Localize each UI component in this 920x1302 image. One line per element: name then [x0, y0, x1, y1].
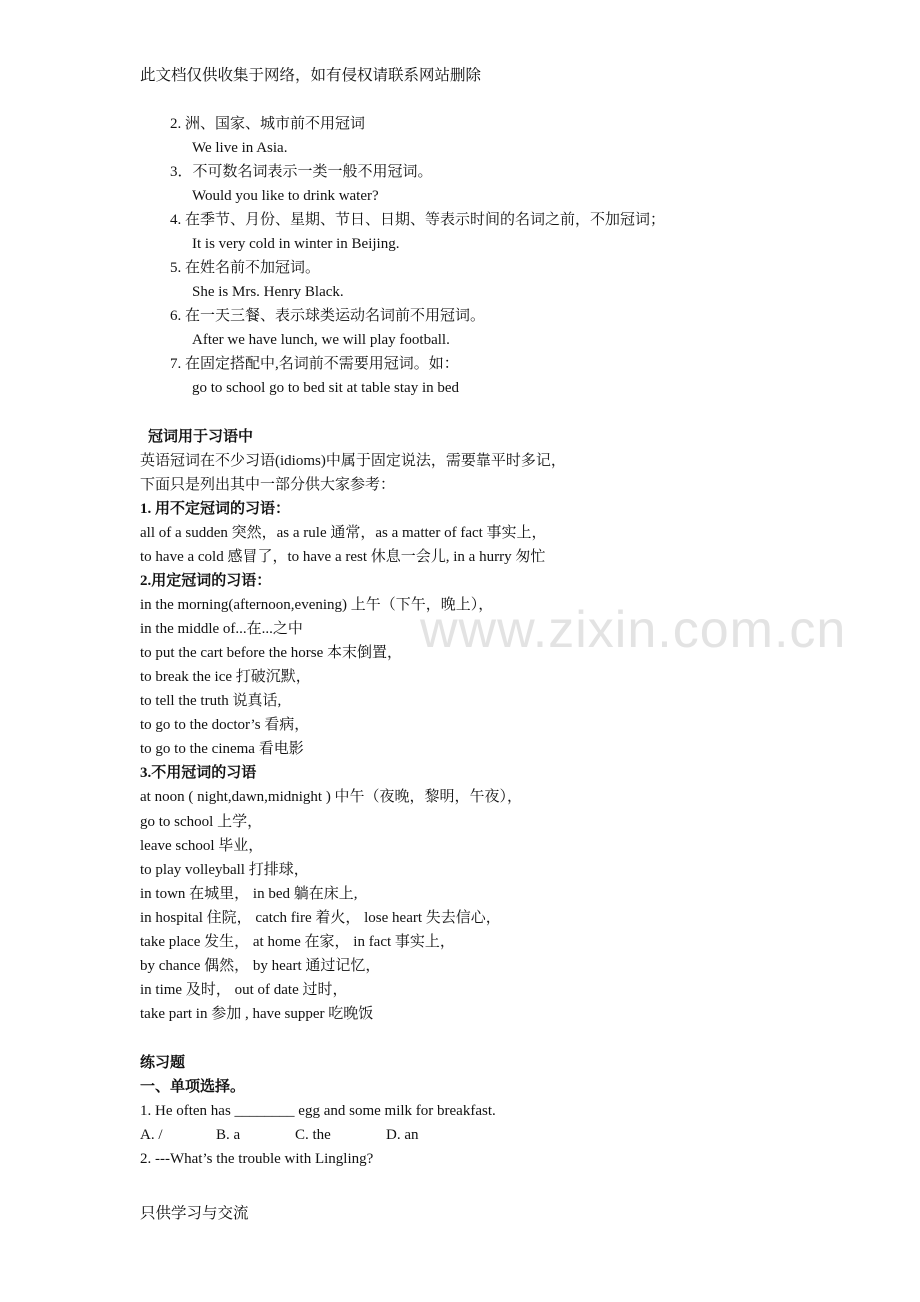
question-1-options: [140, 1125, 419, 1145]
rule-2-example: We live in Asia.: [192, 140, 288, 156]
page-header: 此文档仅供收集于网络，如有侵权请联系网站删除: [140, 67, 482, 84]
section-3-line: go to school 上学，: [140, 814, 263, 830]
section-3-title: 3.不用冠词的习语: [140, 765, 257, 781]
idioms-intro-2: 下面只是列出其中一部分供大家参考：: [140, 477, 396, 493]
rule-6-text: 6. 在一天三餐、表示球类运动名词前不用冠词。: [170, 308, 486, 324]
rule-3-text: 3．不可数名词表示一类一般不用冠词。: [170, 164, 433, 180]
section-3-line: in time 及时， out of date 过时，: [140, 982, 348, 998]
section-1-line: to have a cold 感冒了，to have a rest 休息一会儿, in a hurry 匆忙: [140, 549, 546, 565]
option-d: D. an: [386, 1127, 419, 1143]
idioms-intro-1: 英语冠词在不少习语(idioms)中属于固定说法，需要靠平时多记，: [140, 453, 566, 469]
exercise-title: 练习题: [140, 1055, 186, 1071]
section-3-line: take part in 参加 , have supper 吃晚饭: [140, 1006, 374, 1022]
watermark: www.zixin.com.cn: [420, 601, 847, 659]
rule-4-example: It is very cold in winter in Beijing.: [192, 236, 400, 252]
section-3-line: by chance 偶然， by heart 通过记忆，: [140, 958, 381, 974]
section-2-title: 2.用定冠词的习语：: [140, 573, 272, 589]
rule-3-example: Would you like to drink water?: [192, 188, 379, 204]
section-3-line: in hospital 住院， catch fire 着火， lose heart 失去信心，: [140, 910, 501, 926]
rule-5-example: She is Mrs. Henry Black.: [192, 284, 344, 300]
section-3-line: leave school 毕业，: [140, 838, 264, 854]
section-2-line: in the middle of...在...之中: [140, 621, 303, 637]
section-2-line: to go to the doctor’s 看病，: [140, 717, 310, 733]
rule-7-example: go to school go to bed sit at table stay in bed: [192, 380, 460, 396]
rule-6-example: After we have lunch, we will play football.: [192, 332, 450, 348]
rule-7-text: 7. 在固定搭配中,名词前不需要用冠词。如：: [170, 356, 459, 372]
section-2-line: to break the ice 打破沉默，: [140, 669, 311, 685]
question-2: 2. ---What’s the trouble with Lingling?: [140, 1151, 374, 1167]
idioms-heading: 冠词用于习语中: [148, 429, 254, 445]
option-c: C. the: [295, 1127, 331, 1143]
exercise-section: 一、单项选择。: [140, 1079, 246, 1095]
section-3-line: to play volleyball 打排球，: [140, 862, 309, 878]
section-2-line: in the morning(afternoon,evening) 上午（下午，晚上），: [140, 597, 494, 613]
option-a: A. /: [140, 1127, 163, 1143]
section-2-line: to put the cart before the horse 本末倒置，: [140, 645, 403, 661]
section-1-line: all of a sudden 突然，as a rule 通常，as a matter of fact 事实上，: [140, 525, 547, 541]
section-3-line: in town 在城里， in bed 躺在床上,: [140, 886, 358, 902]
section-1-title: 1. 用不定冠词的习语：: [140, 501, 291, 517]
section-2-line: to go to the cinema 看电影: [140, 741, 304, 757]
section-2-line: to tell the truth 说真话,: [140, 693, 282, 709]
rule-2-text: 2. 洲、国家、城市前不用冠词: [170, 116, 366, 132]
rule-5-text: 5. 在姓名前不加冠词。: [170, 260, 321, 276]
section-3-line: take place 发生， at home 在家， in fact 事实上，: [140, 934, 455, 950]
question-1: 1. He often has ________ egg and some milk for breakfast.: [140, 1103, 496, 1119]
option-b: B. a: [216, 1127, 241, 1143]
section-3-line: at noon ( night,dawn,midnight ) 中午（夜晚，黎明，午夜），: [140, 789, 523, 805]
page-footer: 只供学习与交流: [140, 1205, 249, 1222]
rule-4-text: 4. 在季节、月份、星期、节日、日期、等表示时间的名词之前，不加冠词；: [170, 212, 666, 228]
